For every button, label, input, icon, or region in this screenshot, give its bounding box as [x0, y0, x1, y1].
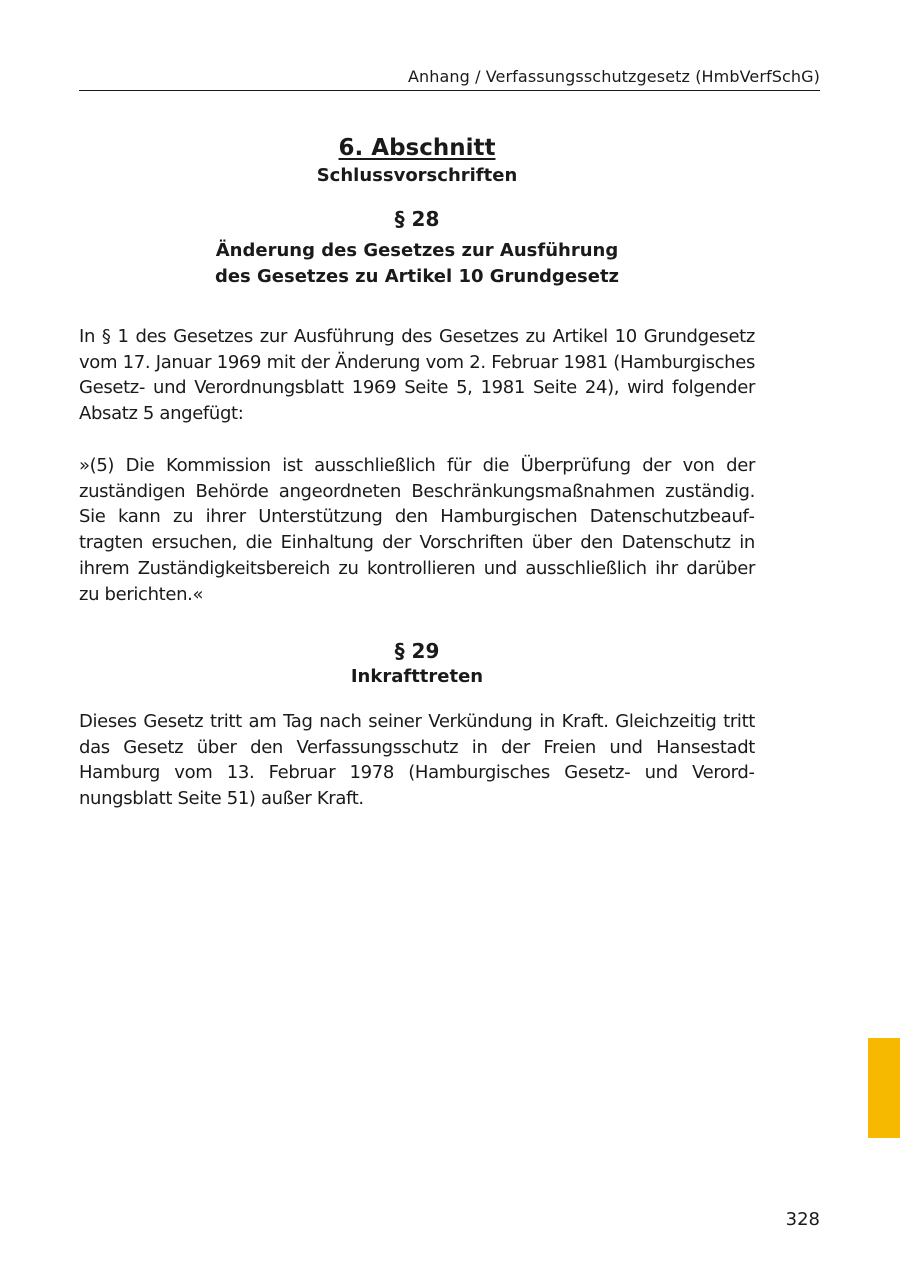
paragraph-29-text: Dieses Gesetz tritt am Tag nach seiner Verkündung in Kraft. Gleichzeitig tritt das Gesetz über den Verfassungsschutz in der Freien und Hansestadt Hamburg vom 13. Februar 1978 (Hamburgisches Gesetz- und Verordnungsblatt Seite 51) außer Kraft.	[79, 711, 755, 810]
chapter-thumb-tab	[868, 1038, 900, 1138]
section-subtitle: Schlussvorschriften	[316, 165, 518, 186]
header-rule	[79, 90, 820, 91]
page-number: 328	[785, 1209, 820, 1230]
paragraph-28-intro-text: In § 1 des Gesetzes zur Ausführung des Gesetzes zu Artikel 10 Grundgesetz vom 17. Januar 1969 mit der Änderung vom 2. Februar 1981 (Hamburgisches Gesetz- und Verordnungsblatt 1969 Seite 5, 1981 Seite 24), wird folgender Absatz 5 angefügt:	[79, 326, 755, 425]
paragraph-28-quoted-amendment: »(5) Die Kommission ist ausschließlich für die Überprüfung der von der zuständigen Behörde angeordneten Beschränkungsmaßnahmen zuständig. Sie kann zu ihrer Unterstützung den Hamburgischen Datenschutzbeauftragten ersuchen, die Einhaltung der Vorschriften über den Datenschutz in ihrem Zuständigkeitsbereich zu kontrollieren und ausschließlich ihr darüber zu berichten.«	[79, 455, 755, 605]
section-title: 6. Abschnitt	[338, 135, 496, 161]
running-header-title: Anhang / Verfassungsschutzgesetz (HmbVerfSchG)	[407, 67, 820, 86]
paragraph-28-number: § 28	[394, 207, 440, 231]
paragraph-29-number: § 29	[394, 639, 440, 663]
paragraph-29-heading: Inkrafttreten	[350, 666, 484, 687]
paragraph-28-heading: Änderung des Gesetzes zur Ausführung des Gesetzes zu Artikel 10 Grundgesetz	[214, 240, 620, 287]
